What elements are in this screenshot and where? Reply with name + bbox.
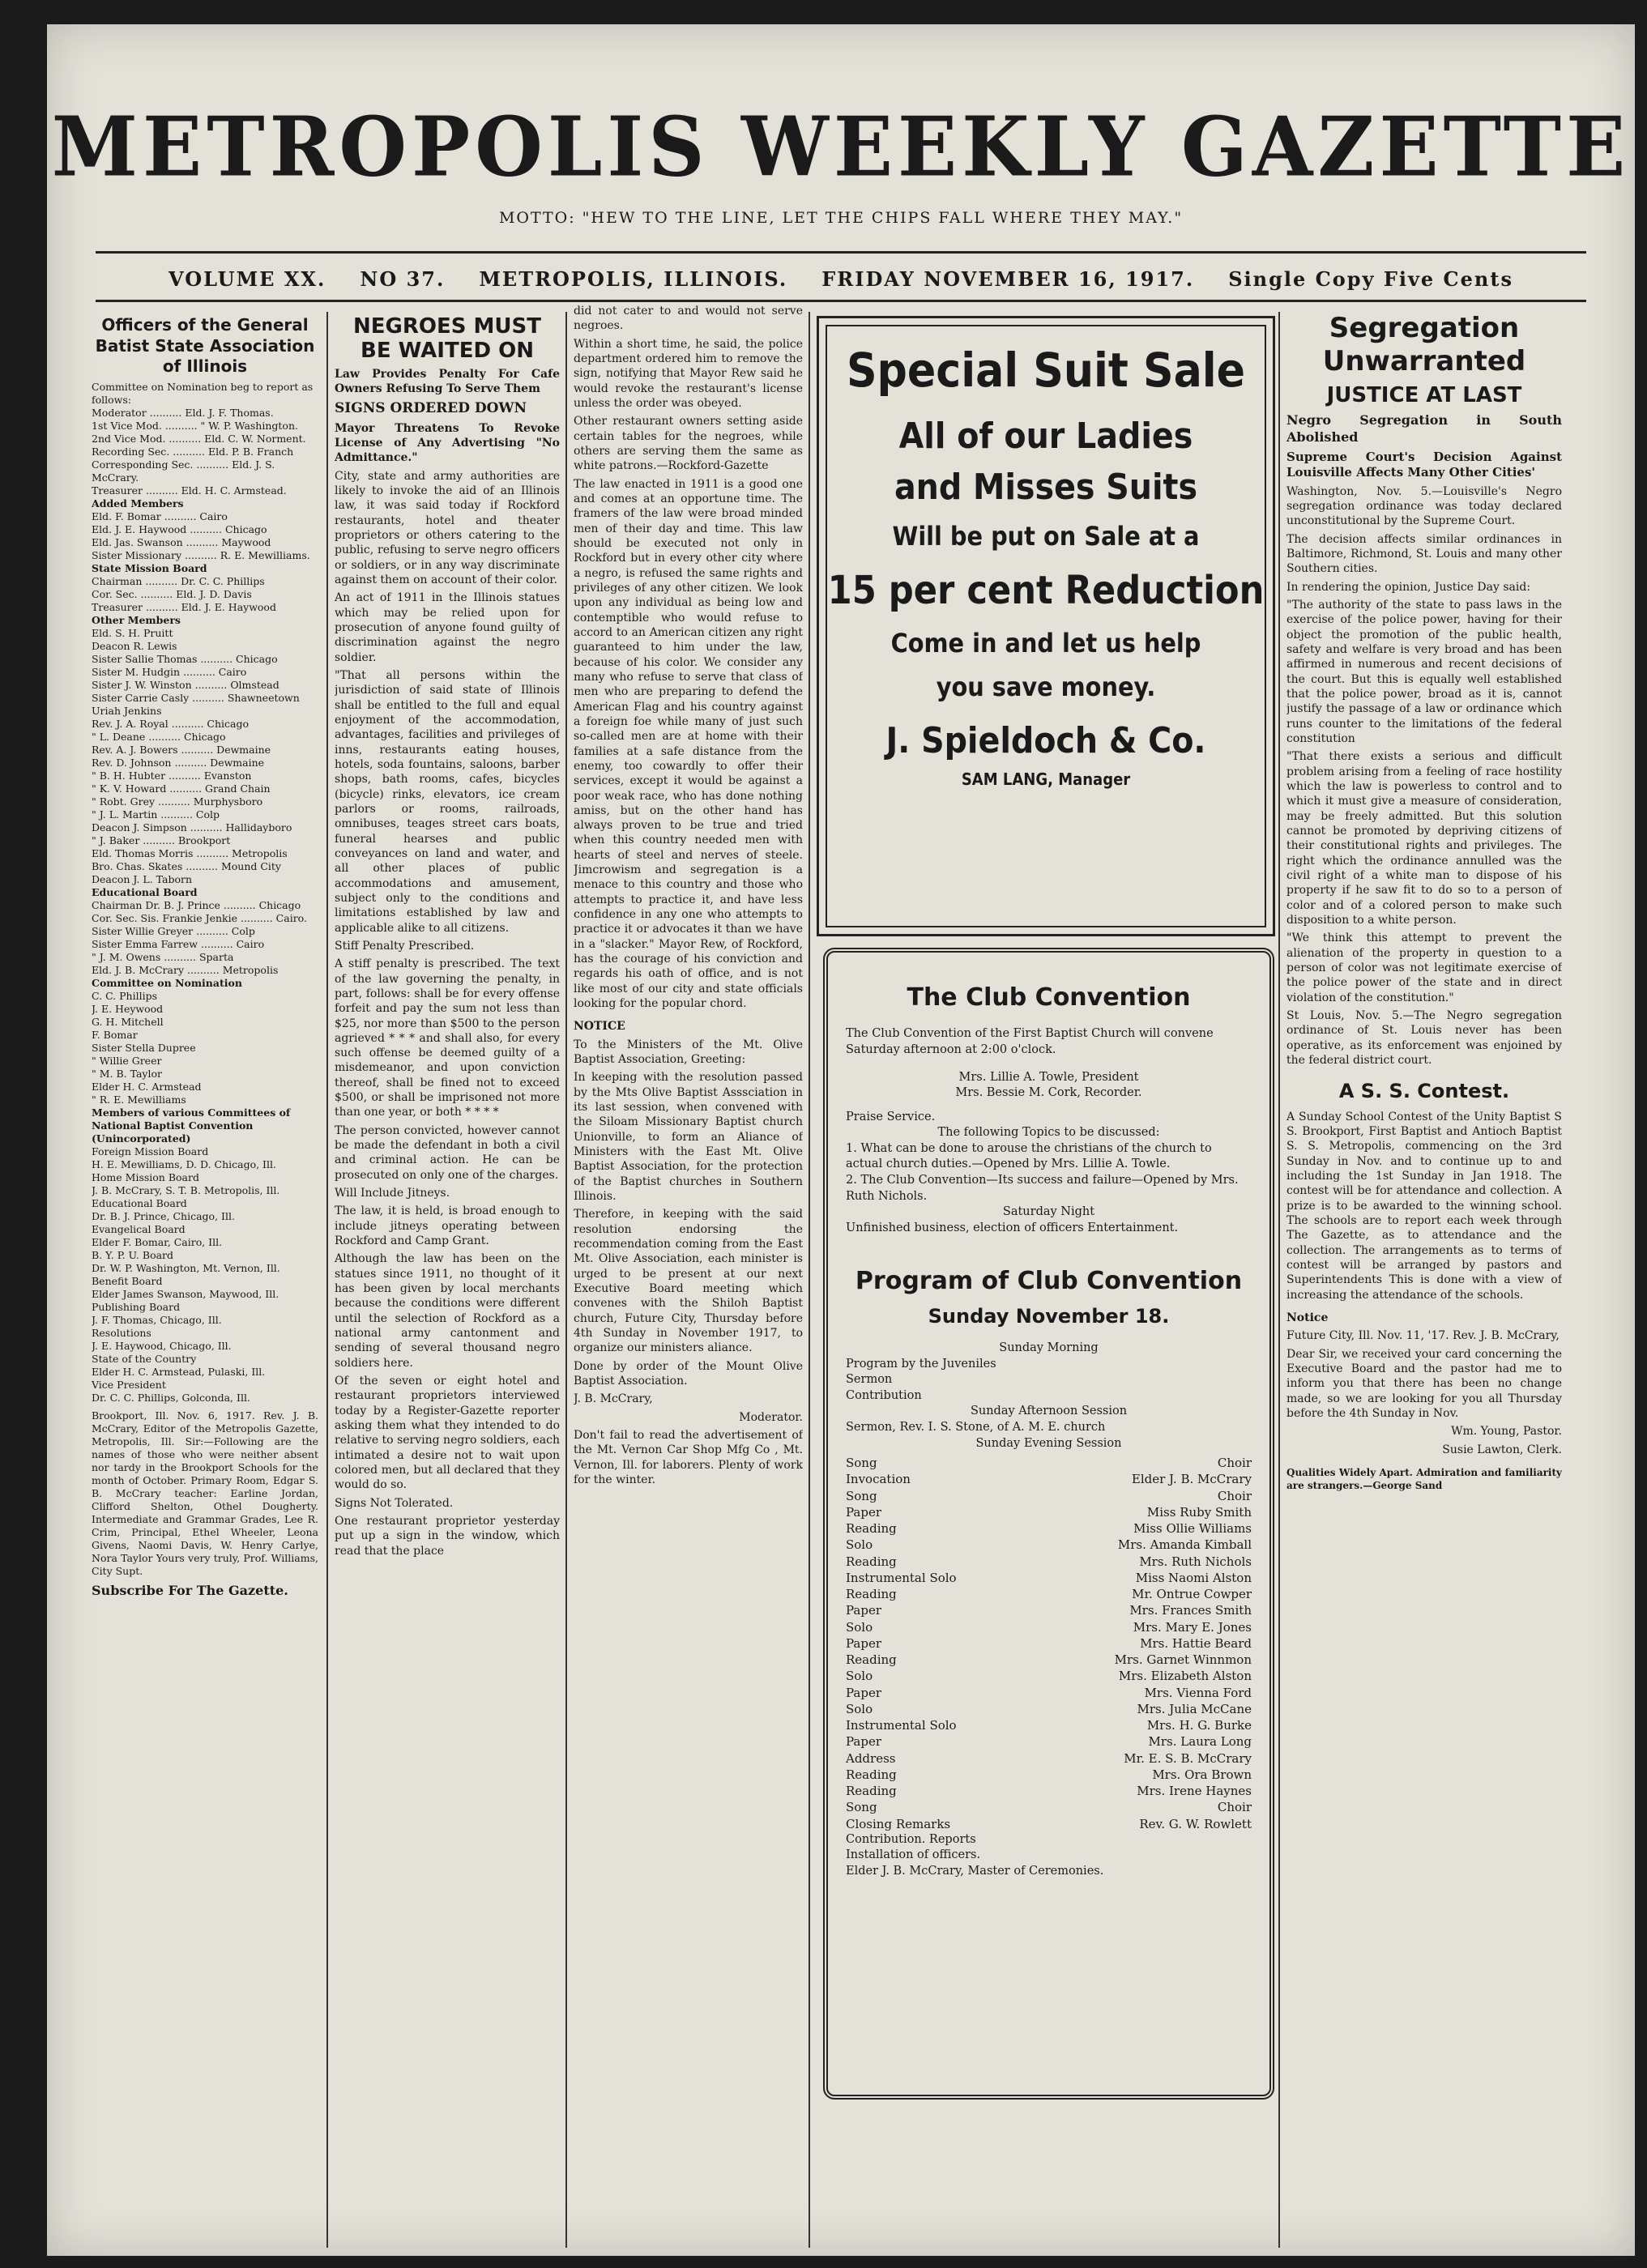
educational-board-list [92, 899, 318, 977]
notice-title: Notice [1286, 1311, 1329, 1324]
program-item: Address [846, 1750, 896, 1766]
program-item: Paper [846, 1734, 882, 1750]
motto: MOTTO: "HEW TO THE LINE, LET THE CHIPS FALL WHERE THEY MAY." [498, 209, 1184, 227]
signature-title: Moderator. [739, 1410, 803, 1424]
school-letter: Brookport, Ill. Nov. 6, 1917. Rev. J. B. McCrary, Editor of the Metropolis Gazette, Metropolis, Ill. Sir:—Following are the names of those who were neither absent nor tardy in the Brookport Schools for the month of October. Primary Room, Edgar S. B. McCrary teacher: Earline Jordan, Clifford Shelton, Othel Dougherty. Intermediate and Grammar Grades, Lee R. Crim, Principal, Ethel Wheeler, Leona Givens, Naomi Davis, W. Henry Carlye, Nora Taylor Yours very truly, Prof. Williams, City Supt. [92, 1409, 318, 1577]
list-item: " J. L. Martin .......... Colp [92, 808, 220, 821]
program-row [846, 1570, 1252, 1586]
ad-line: you save money. [936, 671, 1156, 702]
program-item: Instrumental Solo [846, 1718, 957, 1733]
program-item: Reading [846, 1554, 897, 1569]
ad-line: Will be put on Sale at a [892, 521, 1200, 552]
ad-line: All of our Ladies [898, 416, 1193, 457]
program-performer: Mrs. Hattie Beard [1140, 1635, 1252, 1651]
paragraph: A stiff penalty is prescribed. The text of the law governing the penalty, in part, follows: shall be for every offense forfeit and pay the sum not less than $25, nor more than $500 to the person agrieved * * * and shall also, for every such offense be deemed guilty of a misdemeanor, and upon conviction thereof, shall be fined not to exceed $500, or shall be imprisoned not more than one year, or both * * * * [335, 957, 560, 1119]
paragraph: Dear Sir, we received your card concerning the Executive Board and the pastor had me to inform you that there has been no change made, so we are looking for you all Thursday before the 4th Sunday in Nov. [1286, 1347, 1562, 1420]
paragraph: Done by order of the Mount Olive Baptist Association. [574, 1359, 803, 1388]
list-item: Eld. Jas. Swanson .......... Maywood [92, 535, 271, 548]
volume: VOLUME XX. [169, 267, 326, 291]
list-item: Eld. J. E. Haywood .......... Chicago [92, 522, 267, 535]
program-item: Closing Remarks [846, 1816, 951, 1831]
program-performer: Mrs. Elizabeth Alston [1118, 1669, 1252, 1684]
paragraph: did not cater to and would not serve negroes. [574, 305, 803, 333]
list-item: Benefit Board [92, 1274, 163, 1287]
other-members-list [92, 627, 318, 886]
place: METROPOLIS, ILLINOIS. [479, 267, 788, 291]
topic: 2. The Club Convention—Its success and failure—Opened by Mrs. Ruth Nichols. [846, 1174, 1239, 1203]
list-item: Elder H. C. Armstead [92, 1080, 202, 1093]
segregation-headline: Segregation Unwarranted [1322, 312, 1526, 377]
topics: The following Topics to be discussed: [937, 1126, 1160, 1140]
program-performer: Miss Ruby Smith [1146, 1504, 1252, 1520]
paragraph: "That all persons within the jurisdiction of said state of Illinois shall be entitled to the full and equal enjoyment of the accommodation, advantages, facilities and privileges of inns, restaurants eating houses, hotels, soda fountains, saloons, barber shops, bath rooms, cafes, bicycles (bicycle) rinks, elevators, ice cream parlors or rooms, railroads, omnibuses, teages street cars boats, funeral hearses and public conveyances on land and water, and all other places of public accommodations and amusement, subject only to the conditions and limitations established by law and applicable alike to all citizens. [335, 668, 560, 935]
segregation-article [1286, 312, 1562, 1495]
morning: Sunday Morning [999, 1341, 1099, 1355]
program-line: Program by the Juveniles [846, 1357, 996, 1371]
program-performer: Mrs. Garnet Winnmon [1114, 1652, 1252, 1668]
list-item: H. E. Mewilliams, D. D. Chicago, Ill. [92, 1157, 276, 1170]
list-item: J. E. Heywood [92, 1002, 164, 1015]
praise: Praise Service. [846, 1110, 936, 1123]
ad-company: J. Spieldoch & Co. [885, 720, 1206, 761]
paragraph: City, state and army authorities are likely to invoke the aid of an Illinois law, it was said today if Rockford restaurants, hotel and theater proprietors or others catering to the public, refusing to serve negro officers or soldiers, or in any way discriminate against them on account of their color. [335, 469, 560, 586]
list-item: Chairman Dr. B. J. Prince .......... Chicago [92, 898, 301, 911]
afternoon: Sunday Afternoon Session [970, 1405, 1128, 1418]
program-performer: Mrs. H. G. Burke [1146, 1718, 1252, 1733]
paragraph: "The authority of the state to pass laws in the exercise of the police power, having for their object the promotion of the public health, safety and welfare is very broad and has been affirmed in numerous and recent decisions of the court. But this is equally well established that the police power, broad as it is, cannot justify the passage of a law or ordinance which runs counter to the limitations of the federal constitution [1286, 599, 1562, 746]
column-rule [809, 312, 810, 2248]
list-item: J. F. Thomas, Chicago, Ill. [92, 1313, 222, 1326]
program-row [846, 1799, 1252, 1815]
paragraph: The law enacted in 1911 is a good one and comes at an opportune time. The framers of the law were broad minded men of their day and time. This law should be executed not only in Rockford but in every other city where a negro, is refused the same rights and privileges of any other citizen. We look upon any individual as being low and contemptible who would refuse to accord to an American citizen any right guaranteed to him under the law, because of his color. We consider any many who refuse to serve that class of men who are preparing to defend the American Flag and his country against a foreign foe while many of just such so-called men are at home with their families at a safe distance from the enemy, too cowardly to offer their services, except it would be against a poor weak race, who has done nothing amiss, but on the other hand has always proven to be true and tried when this country needed men with hearts of steel and nerves of steele. Jimcrowism and segregation is a menace to this country and those who attempts to practice it, and have less confidence in any one who attempts to practice it or advocates it than we have in a "slacker." Mayor Rew, of Rockford, has the courage of his conviction and regards his oath of office, and is not like most of our city and state officials looking for the popular chord. [574, 477, 803, 1011]
list-item: F. Bomar [92, 1028, 138, 1041]
program-performer: Mr. Ontrue Cowper [1132, 1587, 1252, 1602]
list-item: Publishing Board [92, 1300, 181, 1313]
program-row [846, 1635, 1252, 1652]
program-performer: Mrs. Ora Brown [1152, 1767, 1252, 1782]
program-item: Solo [846, 1619, 873, 1635]
list-item: Sister J. W. Winston .......... Olmstead [92, 678, 279, 691]
program-row [846, 1455, 1252, 1471]
list-item: Educational Board [92, 1196, 187, 1209]
list-item: Sister Stella Dupree [92, 1041, 196, 1054]
price: Single Copy Five Cents [1228, 267, 1513, 291]
program-row [846, 1488, 1252, 1504]
list-item: Eld. Thomas Morris .......... Metropolis [92, 846, 288, 859]
program-row [846, 1537, 1252, 1553]
program-item: Reading [846, 1784, 897, 1799]
ad-line: Come in and let us help [890, 628, 1201, 659]
list-item: Chairman .......... Dr. C. C. Phillips [92, 574, 265, 587]
subscribe-note: Subscribe For The Gazette. [92, 1582, 288, 1598]
list-item: Home Mission Board [92, 1170, 199, 1183]
paragraph: Therefore, in keeping with the said resolution endorsing the recommendation coming from the East Mt. Olive Association, each minister is urged to be present at our next Executive Board meeting which convenes with the Shiloh Baptist church, Future City, Thursday before 4th Sunday in November 1917, to organize our ministers aliance. [574, 1208, 803, 1355]
list-item: Sister M. Hudgin .......... Cairo [92, 665, 247, 678]
added-members-list [92, 510, 318, 562]
list-item: Sister Willie Greyer .......... Colp [92, 924, 255, 937]
program-subtitle: Sunday November 18. [928, 1304, 1170, 1328]
mission-board-title: State Mission Board [92, 561, 207, 574]
paragraph: An act of 1911 in the Illinois statues which may be relied upon for prosecution of anyone found guilty of discrimination against the negro soldier. [335, 591, 560, 664]
program-item: Invocation [846, 1472, 911, 1487]
program-list [846, 1455, 1252, 1832]
list-item: Foreign Mission Board [92, 1145, 209, 1157]
paragraph: Future City, Ill. Nov. 11, '17. Rev. J. B. McCrary, [1286, 1329, 1560, 1343]
list-item: Eld. F. Bomar .......... Cairo [92, 509, 228, 522]
dateline-top-rule [96, 251, 1586, 254]
article-deck: SIGNS ORDERED DOWN [335, 400, 527, 417]
masthead-title: METROPOLIS WEEKLY GAZETTE [51, 99, 1631, 195]
list-item: Deacon R. Lewis [92, 639, 177, 652]
quote: Qualities Widely Apart. Admiration and familiarity are strangers.—George Sand [1286, 1466, 1562, 1491]
program-performer: Mrs. Mary E. Jones [1133, 1619, 1252, 1635]
program-row [846, 1554, 1252, 1570]
list-item: J. E. Haywood, Chicago, Ill. [92, 1339, 232, 1352]
paragraph: A Sunday School Contest of the Unity Baptist S S. Brookport, First Baptist and Antioch Baptist S. S. Metropolis, commencing on the 3rd Sunday in Nov. and to continue up to and including the 1st Sunday in Jan 1918. The contest will be for attendance and collection. A prize is to be awarded to the winning school. The schools are to report each week through The Gazette, as to attendance and the collection. The arrangements as to terms of contest will be arranged by pastors and Superintendents This is done with a view of increasing the attendance of the schools. [1286, 1110, 1562, 1302]
column-rule [1278, 312, 1280, 2248]
paragraph: In keeping with the resolution passed by the Mts Olive Baptist Asssciation in its last session, when convened with the Siloam Missionary Baptist church Unionville, to form an Aliance of Ministers with the East Mt. Olive Baptist Association, for the protection of the Baptist churches in Southern Illinois. [574, 1071, 803, 1204]
nomination-title: Committee on Nomination [92, 976, 242, 989]
list-item: Elder James Swanson, Maywood, Ill. [92, 1287, 279, 1300]
column-rule [565, 312, 567, 2248]
article-deck: Supreme Court's Decision Against Louisville Affects Many Other Cities' [1286, 449, 1562, 480]
program-row [846, 1619, 1252, 1635]
paragraph: The Club Convention of the First Baptist Church will convene Saturday afternoon at 2:00 o'clock. [846, 1027, 1214, 1056]
officers-column [92, 312, 318, 1599]
other-members-title: Other Members [92, 613, 181, 626]
list-item: " Robt. Grey .......... Murphysboro [92, 795, 263, 808]
program-line: Contribution [846, 1388, 922, 1402]
program-item: Solo [846, 1669, 873, 1684]
subheading: Stiff Penalty Prescribed. [335, 939, 475, 953]
article-deck: Negro Segregation in South Abolished [1286, 411, 1562, 445]
list-item: 2nd Vice Mod. .......... Eld. C. W. Norment. [92, 432, 306, 445]
saturday-night: Saturday Night [1002, 1205, 1095, 1219]
evening: Sunday Evening Session [975, 1436, 1122, 1450]
paragraph: Other restaurant owners setting aside certain tables for the negroes, while others are serving them the same as white patrons.—Rockford-Gazette [574, 415, 803, 473]
signature: Wm. Young, Pastor. [1451, 1425, 1562, 1439]
program-row [846, 1717, 1252, 1733]
list-item: Resolutions [92, 1326, 151, 1339]
program-performer: Choir [1217, 1800, 1252, 1815]
ad-headline: Special Suit Sale [846, 343, 1246, 398]
program-item: Paper [846, 1504, 882, 1520]
nomination-list [92, 990, 318, 1106]
program-line: Contribution. Reports [846, 1832, 976, 1846]
list-item: Corresponding Sec. .......... Eld. J. S. McCrary. [92, 458, 275, 484]
dateline-bottom-rule [96, 300, 1586, 302]
list-item: 1st Vice Mod. .......... " W. P. Washington. [92, 419, 298, 432]
list-item: " L. Deane .......... Chicago [92, 730, 226, 743]
program-row [846, 1783, 1252, 1799]
ad-line: and Misses Suits [894, 467, 1198, 508]
intro: Committee on Nomination beg to report as follows: [92, 380, 314, 406]
list-item: Vice President [92, 1378, 166, 1391]
program-row [846, 1767, 1252, 1783]
list-item: Elder F. Bomar, Cairo, Ill. [92, 1235, 223, 1248]
list-item: " B. H. Hubter .......... Evanston [92, 769, 252, 782]
club-convention-box [823, 948, 1274, 2100]
program-performer: Mrs. Amanda Kimball [1117, 1537, 1252, 1553]
club-title: The Club Convention [907, 983, 1191, 1012]
program-item: Song [846, 1488, 877, 1503]
program-row [846, 1504, 1252, 1520]
program-item: Paper [846, 1685, 882, 1700]
list-item: Moderator .......... Eld. J. F. Thomas. [92, 406, 274, 419]
list-item: Evangelical Board [92, 1222, 186, 1235]
program-row [846, 1701, 1252, 1717]
program-performer: Choir [1217, 1456, 1252, 1471]
paragraph: Washington, Nov. 5.—Louisville's Negro segregation ordinance was today declared unconstitutional by the Supreme Court. [1286, 484, 1562, 528]
program-performer: Miss Ollie Williams [1133, 1521, 1252, 1537]
program-row [846, 1586, 1252, 1602]
paragraph: Of the seven or eight hotel and restaurant proprietors interviewed today by a Register-Gazette reporter asking them what they intended to do relative to serving negro soldiers, each intimated a desire not to wait upon colored men, but all declared that they would do so. [335, 1375, 560, 1492]
list-item: Recording Sec. .......... Eld. P. B. Franch [92, 445, 294, 458]
dateline [169, 267, 1513, 291]
paragraph: Although the law has been on the statues since 1911, no thought of it has been given by local merchants because the conditions were different until the selection of Rockford as a national army cantonment and sending of several thousand negro soldiers here. [335, 1252, 560, 1370]
program-row [846, 1602, 1252, 1618]
program-item: Solo [846, 1701, 873, 1716]
list-item: Uriah Jenkins [92, 704, 162, 717]
program-item: Reading [846, 1521, 897, 1537]
list-item: Eld. J. B. McCrary .......... Metropolis [92, 963, 279, 976]
article-deck: Mayor Threatens To Revoke License of Any Advertising "No Admittance." [335, 421, 560, 465]
program-item: Reading [846, 1652, 897, 1668]
program-performer: Mrs. Irene Haynes [1137, 1784, 1252, 1799]
list-item: G. H. Mitchell [92, 1015, 164, 1028]
list-item: Sister Missionary .......... R. E. Mewilliams. [92, 548, 310, 561]
list-item: " M. B. Taylor [92, 1067, 162, 1080]
paragraph: The person convicted, however cannot be made the defendant in both a civil and criminal action. He can be prosecuted on only one of the charges. [335, 1123, 560, 1182]
list-item: " K. V. Howard .......... Grand Chain [92, 782, 271, 795]
program-row [846, 1471, 1252, 1487]
officers-list [92, 407, 318, 497]
list-item: Dr. C. C. Phillips, Golconda, Ill. [92, 1391, 250, 1404]
officers-heading: Officers of the General Batist State Association of Illinois [95, 315, 315, 377]
paragraph: "We think this attempt to prevent the alienation of the property in question to a person of color was not legitimate exercise of the police power of the state and in direct violation of the constitution." [1286, 932, 1562, 1004]
article-deck: Law Provides Penalty For Cafe Owners Refusing To Serve Them [335, 367, 560, 396]
list-item: Rev. D. Johnson .......... Dewmaine [92, 756, 265, 769]
program-row [846, 1652, 1252, 1668]
program-performer: Mr. E. S. B. McCrary [1124, 1750, 1252, 1766]
list-item: Dr. B. J. Prince, Chicago, Ill. [92, 1209, 235, 1222]
program-item: Reading [846, 1767, 897, 1782]
article-headline: NEGROES MUST BE WAITED ON [353, 314, 541, 363]
program-row [846, 1733, 1252, 1750]
list-item: J. B. McCrary, S. T. B. Metropolis, Ill. [92, 1183, 280, 1196]
list-item: State of the Country [92, 1352, 197, 1365]
unfinished: Unfinished business, election of officers Entertainment. [846, 1221, 1179, 1234]
program-row [846, 1816, 1252, 1832]
program-item: Reading [846, 1587, 897, 1602]
program-performer: Choir [1217, 1488, 1252, 1503]
list-item: Rev. J. A. Royal .......... Chicago [92, 717, 250, 730]
topic: 1. What can be done to arouse the christians of the church to actual church duties.—Opened by Mrs. Lillie A. Towle. [846, 1141, 1212, 1171]
justice-headline: JUSTICE AT LAST [1326, 382, 1522, 407]
program-performer: Elder J. B. McCrary [1131, 1472, 1252, 1487]
issue-number: NO 37. [360, 267, 446, 291]
paragraph: Within a short time, he said, the police department ordered him to remove the sign, notifying that Mayor Rew said he would revoke the restaurant's license unless the order was obeyed. [574, 337, 803, 410]
signature: J. B. McCrary, [574, 1392, 653, 1406]
program-performer: Mrs. Laura Long [1148, 1734, 1252, 1750]
program-item: Instrumental Solo [846, 1570, 957, 1585]
committees-list [92, 1145, 318, 1405]
program-line: Sermon [846, 1373, 893, 1387]
list-item: Cor. Sec. Sis. Frankie Jenkie .......... Cairo. [92, 911, 307, 924]
program-line: Elder J. B. McCrary, Master of Ceremonies. [846, 1864, 1104, 1878]
paragraph: The law, it is held, is broad enough to include jitneys operating between Rockford and Camp Grant. [335, 1204, 560, 1248]
paragraph: To the Ministers of the Mt. Olive Baptist Association, Greeting: [574, 1038, 803, 1067]
recorder: Mrs. Bessie M. Cork, Recorder. [955, 1086, 1142, 1100]
program-item: Paper [846, 1635, 882, 1651]
program-performer: Mrs. Julia McCane [1137, 1701, 1252, 1716]
program-line: Installation of officers. [846, 1848, 981, 1862]
committees-title: Members of various Committees of National Baptist Convention (Unincorporated) [92, 1106, 291, 1145]
list-item: Sister Emma Farrew .......... Cairo [92, 937, 265, 950]
paragraph: One restaurant proprietor yesterday put up a sign in the window, which read that the place [335, 1515, 560, 1558]
list-item: " J. M. Owens .......... Sparta [92, 950, 234, 963]
issue-date: FRIDAY NOVEMBER 16, 1917. [821, 267, 1195, 291]
list-item: Dr. W. P. Washington, Mt. Vernon, Ill. [92, 1261, 280, 1274]
ad-manager: SAM LANG, Manager [961, 770, 1131, 789]
list-item: Treasurer .......... Eld. J. E. Haywood [92, 600, 276, 613]
list-item: " R. E. Mewilliams [92, 1093, 186, 1106]
program-row [846, 1668, 1252, 1684]
negroes-article [335, 312, 560, 1562]
program-item: Song [846, 1456, 877, 1471]
list-item: Eld. S. H. Pruitt [92, 626, 173, 639]
paragraph: "That there exists a serious and difficult problem arising from a feeling of race hostility which the law is powerless to control and to which it must give a measure of consideration, may be freely admitted. But this solution cannot be promoted by depriving citizens of their constitutional rights and privileges. The right which the ordinance annulled was the civil right of a white man to dispose of his property if he saw fit to do so to a person of color and of a colored person to make such disposition to a white person. [1286, 750, 1562, 927]
program-performer: Mrs. Vienna Ford [1144, 1685, 1252, 1700]
column-rule [326, 312, 328, 2248]
signature: Susie Lawton, Clerk. [1442, 1443, 1562, 1456]
list-item: Deacon J. L. Taborn [92, 872, 193, 885]
list-item: C. C. Phillips [92, 989, 157, 1002]
list-item: " J. Baker .......... Brookport [92, 833, 231, 846]
contest-title: A S. S. Contest. [1338, 1080, 1510, 1103]
program-item: Song [846, 1800, 877, 1815]
notice-title: NOTICE [574, 1020, 625, 1034]
program-performer: Rev. G. W. Rowlett [1139, 1816, 1252, 1831]
added-members-title: Added Members [92, 497, 184, 509]
program-row [846, 1685, 1252, 1701]
newspaper-page [47, 24, 1635, 2256]
program-row [846, 1750, 1252, 1767]
subheading: Signs Not Tolerated. [335, 1496, 454, 1510]
subheading: Will Include Jitneys. [335, 1187, 450, 1200]
list-item: Cor. Sec. .......... Eld. J. D. Davis [92, 587, 252, 600]
paragraph: Don't fail to read the advertisement of the Mt. Vernon Car Shop Mfg Co , Mt. Vernon, Ill. for laborers. Plenty of work for the winter. [574, 1428, 803, 1486]
paragraph: The decision affects similar ordinances in Baltimore, Richmond, St. Louis and many other Southern cities. [1286, 532, 1562, 576]
program-performer: Miss Naomi Alston [1135, 1570, 1252, 1585]
program-performer: Mrs. Frances Smith [1129, 1603, 1252, 1618]
list-item: Bro. Chas. Skates .......... Mound City [92, 859, 281, 872]
list-item: " Willie Greer [92, 1054, 162, 1067]
program-title: Program of Club Convention [855, 1267, 1243, 1296]
president: Mrs. Lillie A. Towle, President [958, 1070, 1139, 1084]
program-item: Paper [846, 1603, 882, 1618]
list-item: Treasurer .......... Eld. H. C. Armstead. [92, 484, 287, 497]
program-performer: Mrs. Ruth Nichols [1139, 1554, 1252, 1569]
list-item: Elder H. C. Armstead, Pulaski, Ill. [92, 1365, 266, 1378]
list-item: Sister Carrie Casly .......... Shawneetown [92, 691, 300, 704]
list-item: Rev. A. J. Bowers .......... Dewmaine [92, 743, 271, 756]
educational-board-title: Educational Board [92, 885, 198, 898]
list-item: Deacon J. Simpson .......... Hallidayboro [92, 821, 292, 833]
paragraph: St Louis, Nov. 5.—The Negro segregation ordinance of St. Louis never has been operative, as its enforcement was enjoined by the federal district court. [1286, 1008, 1562, 1067]
program-row [846, 1520, 1252, 1537]
paragraph: In rendering the opinion, Justice Day said: [1286, 580, 1531, 594]
mission-board-list [92, 575, 318, 614]
program-line: Sermon, Rev. I. S. Stone, of A. M. E. church [846, 1420, 1106, 1434]
list-item: Sister Sallie Thomas .......... Chicago [92, 652, 278, 665]
ad-reduction: 15 per cent Reduction [827, 568, 1265, 613]
list-item: B. Y. P. U. Board [92, 1248, 174, 1261]
program-item: Solo [846, 1537, 873, 1553]
continued-article [574, 304, 803, 1490]
suit-sale-ad [817, 316, 1275, 936]
